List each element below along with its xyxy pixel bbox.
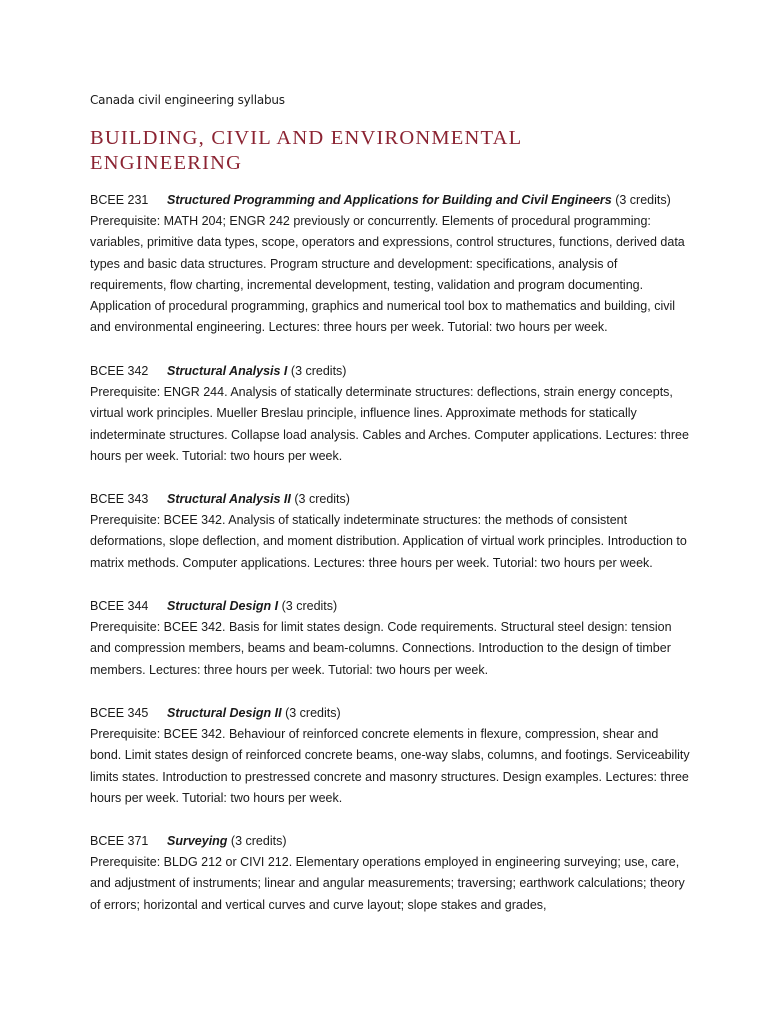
course-credits: (3 credits) xyxy=(281,599,338,613)
course-description: Prerequisite: BLDG 212 or CIVI 212. Elementary operations employed in engineering surveying; use, care, and adjustment of instruments; linear and angular measurements; traversing; earthwork calculations; theory of errors; horizontal and vertical curves and curve layout; slope stakes and grades, xyxy=(90,855,685,912)
course-description: Prerequisite: ENGR 244. Analysis of statically determinate structures: deflections, strain energy concepts, virtual work principles. Mueller Breslau principle, influence lines. Approximate methods for statically indeterminate structures. Collapse load analysis. Cables and Arches. Computer applications. Lectures: three hours per week. Tutorial: two hours per week. xyxy=(90,385,689,463)
course-code: BCEE 231 xyxy=(90,193,149,207)
course-credits: (3 credits) xyxy=(285,706,341,720)
course-entry-bcee-343 xyxy=(90,489,690,574)
page-title: BUILDING, CIVIL AND ENVIRONMENTAL ENGINEERING xyxy=(90,127,522,174)
course-header xyxy=(90,831,690,852)
course-credits: (3 credits) xyxy=(615,193,671,207)
course-name: Structured Programming and Applications for Building and Civil Engineers xyxy=(167,193,612,207)
course-entry-bcee-345 xyxy=(90,703,690,809)
course-header xyxy=(90,703,690,724)
document-subtitle: Canada civil engineering syllabus xyxy=(90,93,285,107)
course-description: Prerequisite: BCEE 342. Analysis of statically indeterminate structures: the methods of consistent deformations, slope deflection, and moment distribution. Application of virtual work principles. Introduction to matrix methods. Computer applications. Lectures: three hours per week. Tutorial: two hours per week. xyxy=(90,513,687,570)
course-entry-bcee-342 xyxy=(90,361,690,467)
course-header xyxy=(90,596,690,617)
course-entry-bcee-231 xyxy=(90,190,690,339)
course-name: Surveying xyxy=(167,834,228,848)
course-name: Structural Design I xyxy=(167,599,279,613)
course-credits: (3 credits) xyxy=(290,364,347,378)
course-header xyxy=(90,489,690,510)
course-entry-bcee-371 xyxy=(90,831,690,916)
course-credits: (3 credits) xyxy=(294,492,350,506)
course-description: Prerequisite: BCEE 342. Basis for limit states design. Code requirements. Structural steel design: tension and compression members, beams and beam-columns. Connections. Introduction to the design of timber members. Lectures: three hours per week. Tutorial: two hours per week. xyxy=(90,620,672,677)
course-name: Structural Design II xyxy=(167,706,282,720)
course-code: BCEE 342 xyxy=(90,364,149,378)
course-code: BCEE 344 xyxy=(90,599,149,613)
course-header xyxy=(90,361,690,382)
course-name: Structural Analysis II xyxy=(167,492,291,506)
course-name: Structural Analysis I xyxy=(167,364,288,378)
course-code: BCEE 345 xyxy=(90,706,149,720)
course-code: BCEE 371 xyxy=(90,834,149,848)
course-code: BCEE 343 xyxy=(90,492,149,506)
course-header xyxy=(90,190,690,211)
course-description: Prerequisite: BCEE 342. Behaviour of reinforced concrete elements in flexure, compression, shear and bond. Limit states design of reinforced concrete beams, one-way slabs, columns, and footings. Serviceability limits states. Introduction to prestressed concrete and masonry structures. Design examples. Lectures: three hours per week. Tutorial: two hours per week. xyxy=(90,727,690,805)
course-description: Prerequisite: MATH 204; ENGR 242 previously or concurrently. Elements of procedural programming: variables, primitive data types, scope, operators and expressions, control structures, functions, derived data types and basic data structures. Program structure and development: specifications, analysis of requirements, flow charting, incremental development, testing, validation and program documenting. Application of procedural programming, graphics and numerical tool box to mathematics and building, civil and environmental engineering. Lectures: three hours per week. Tutorial: two hours per week. xyxy=(90,214,685,335)
course-credits: (3 credits) xyxy=(230,834,287,848)
course-entry-bcee-344 xyxy=(90,596,690,681)
